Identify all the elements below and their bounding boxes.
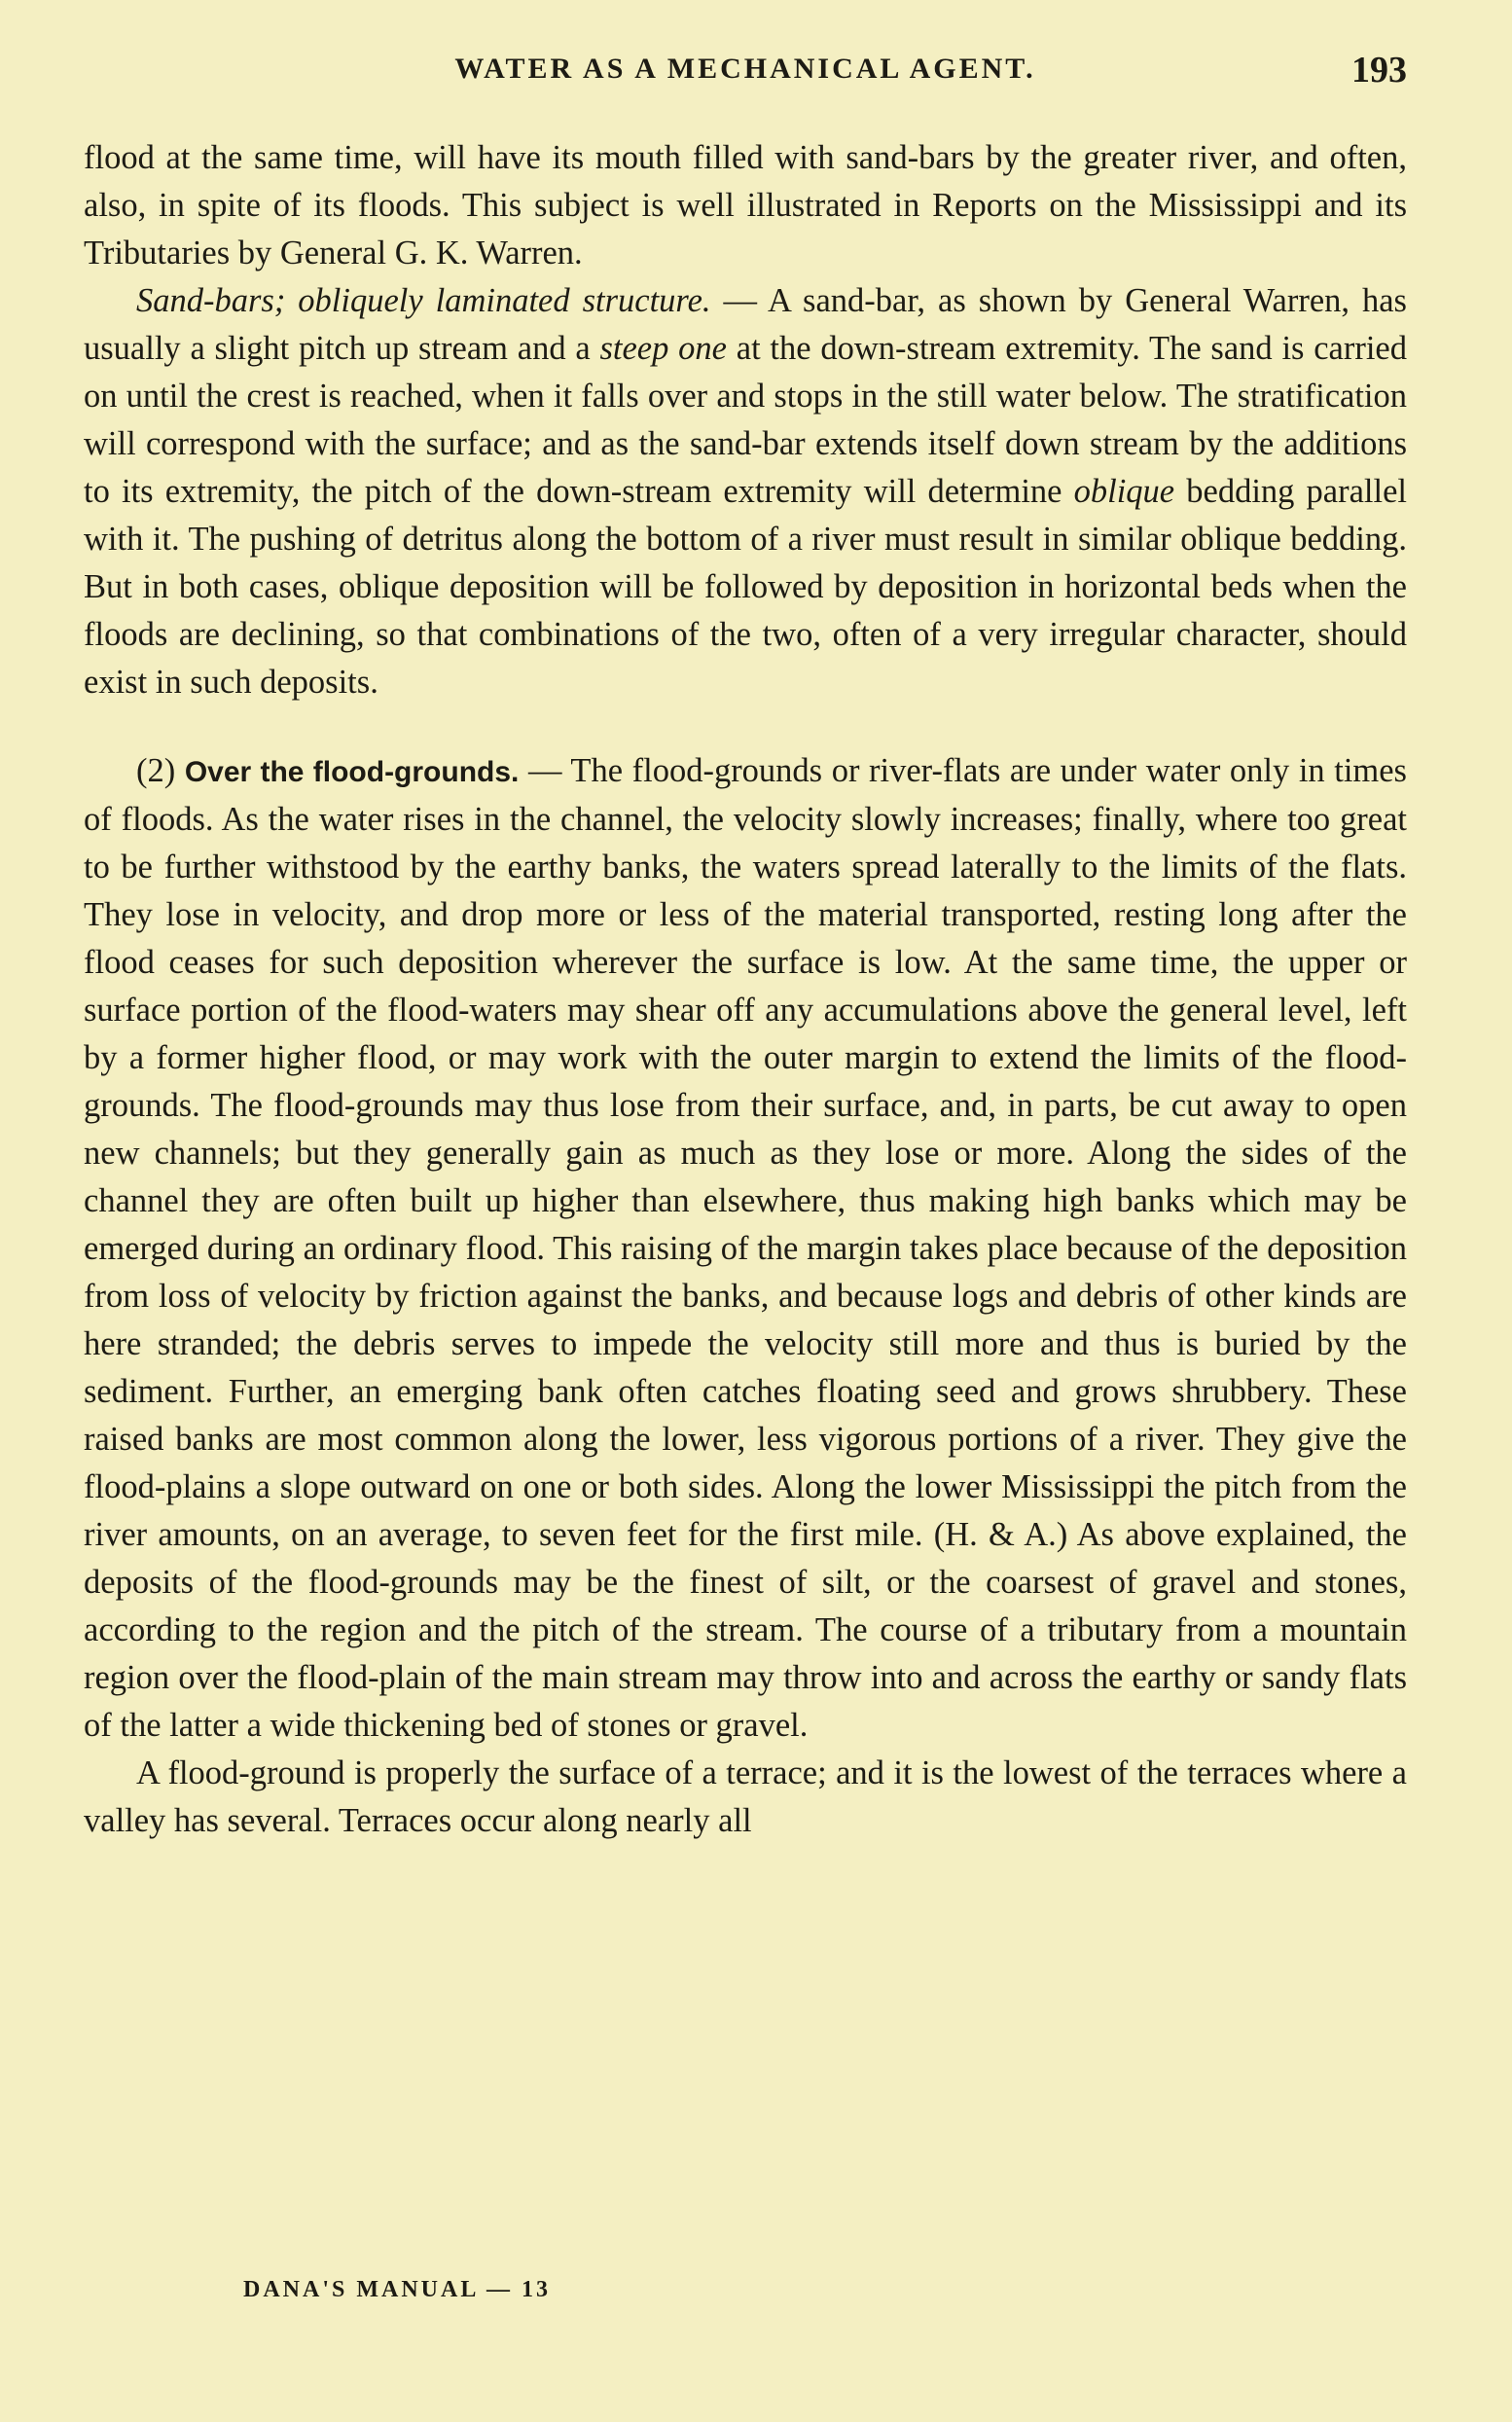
paragraph-text: A sand-bar, as shown by General Warren, has usually a slight pitch up stream and a [84, 282, 1407, 367]
heading-dash: — [519, 752, 571, 789]
paragraph-text: at the down-stream extremity. The sand is carried on until the crest is reached, when it falls over and stops in the still water below. The stratification will correspond with the surface; and as the sand-bar extends itself down stream by the additions to its extremity, the pitch of the down-stream extremity will determine [84, 330, 1407, 510]
section-heading-flood-grounds: Over the flood-grounds. [184, 756, 520, 788]
section-heading-sand-bars: Sand-bars; obliquely laminated structure. [136, 282, 711, 319]
paragraph-text: The flood-grounds or river-flats are under water only in times of floods. As the water rises in the channel, the velocity slowly increases; finally, where too great to be further withstood by the earthy banks, the waters spread laterally to the limits of the flats. They lose in velocity, and drop more or less of the material transported, resting long after the flood ceases for such deposition wherever the surface is low. At the same time, the upper or surface portion of the flood-waters may shear off any accumulations above the general level, left by a former higher flood, or may work with the outer margin to extend the limits of the flood-grounds. The flood-grounds may thus lose from their surface, and, in parts, be cut away to open new channels; but they generally gain as much as they lose or more. Along the sides of the channel they are often built up higher than elsewhere, thus making high banks which may be emerged during an ordinary flood. This raising of the margin takes place because of the deposition from loss of velocity by friction against the banks, and because logs and debris of other kinds are here stranded; the debris serves to impede the velocity still more and thus is buried by the sediment. Further, an emerging bank often catches floating seed and grows shrubbery. These raised banks are most common along the lower, less vigorous portions of a river. They give the flood-plains a slope outward on one or both sides. Along the lower Mississippi the pitch from the river amounts, on an average, to seven feet for the first mile. (H. & A.) As above explained, the deposits of the flood-grounds may be the finest of silt, or the coarsest of gravel and stones, according to the region and the pitch of the stream. The course of a tributary from a mountain region over the flood-plain of the main stream may throw into and across the earthy or sandy flats of the latter a wide thickening bed of stones or gravel. [84, 752, 1407, 1744]
page-number: 193 [1351, 50, 1407, 90]
page-header [84, 49, 1407, 93]
footer-signature: DANA'S MANUAL — 13 [243, 2277, 552, 2302]
paragraph-3 [84, 747, 1407, 1750]
paragraph-1: flood at the same time, will have its mouth filled with sand-bars by the greater river, and often, also, in spite of its floods. This subject is well illustrated in Reports on the Mississippi and its Tributaries by General G. K. Warren. [84, 139, 1407, 271]
paragraph-text: bedding parallel with it. The pushing of detritus along the bottom of a river must result in similar oblique bedding. But in both cases, oblique deposition will be followed by deposition in horizontal beds when the floods are declining, so that combinations of the two, often of a very irregular character, should exist in such deposits. [84, 473, 1407, 701]
emphasis-steep-one: steep one [599, 330, 727, 367]
running-head: WATER AS A MECHANICAL AGENT. [454, 53, 1036, 85]
emphasis-oblique: oblique [1073, 473, 1175, 510]
paragraph-4: A flood-ground is properly the surface of a terrace; and it is the lowest of the terraces where a valley has several. Terraces occur along nearly all [84, 1754, 1407, 1839]
page-body [84, 134, 1407, 1845]
heading-dash: — [710, 282, 769, 319]
paragraph-2 [84, 277, 1407, 706]
section-number: (2) [136, 752, 185, 789]
